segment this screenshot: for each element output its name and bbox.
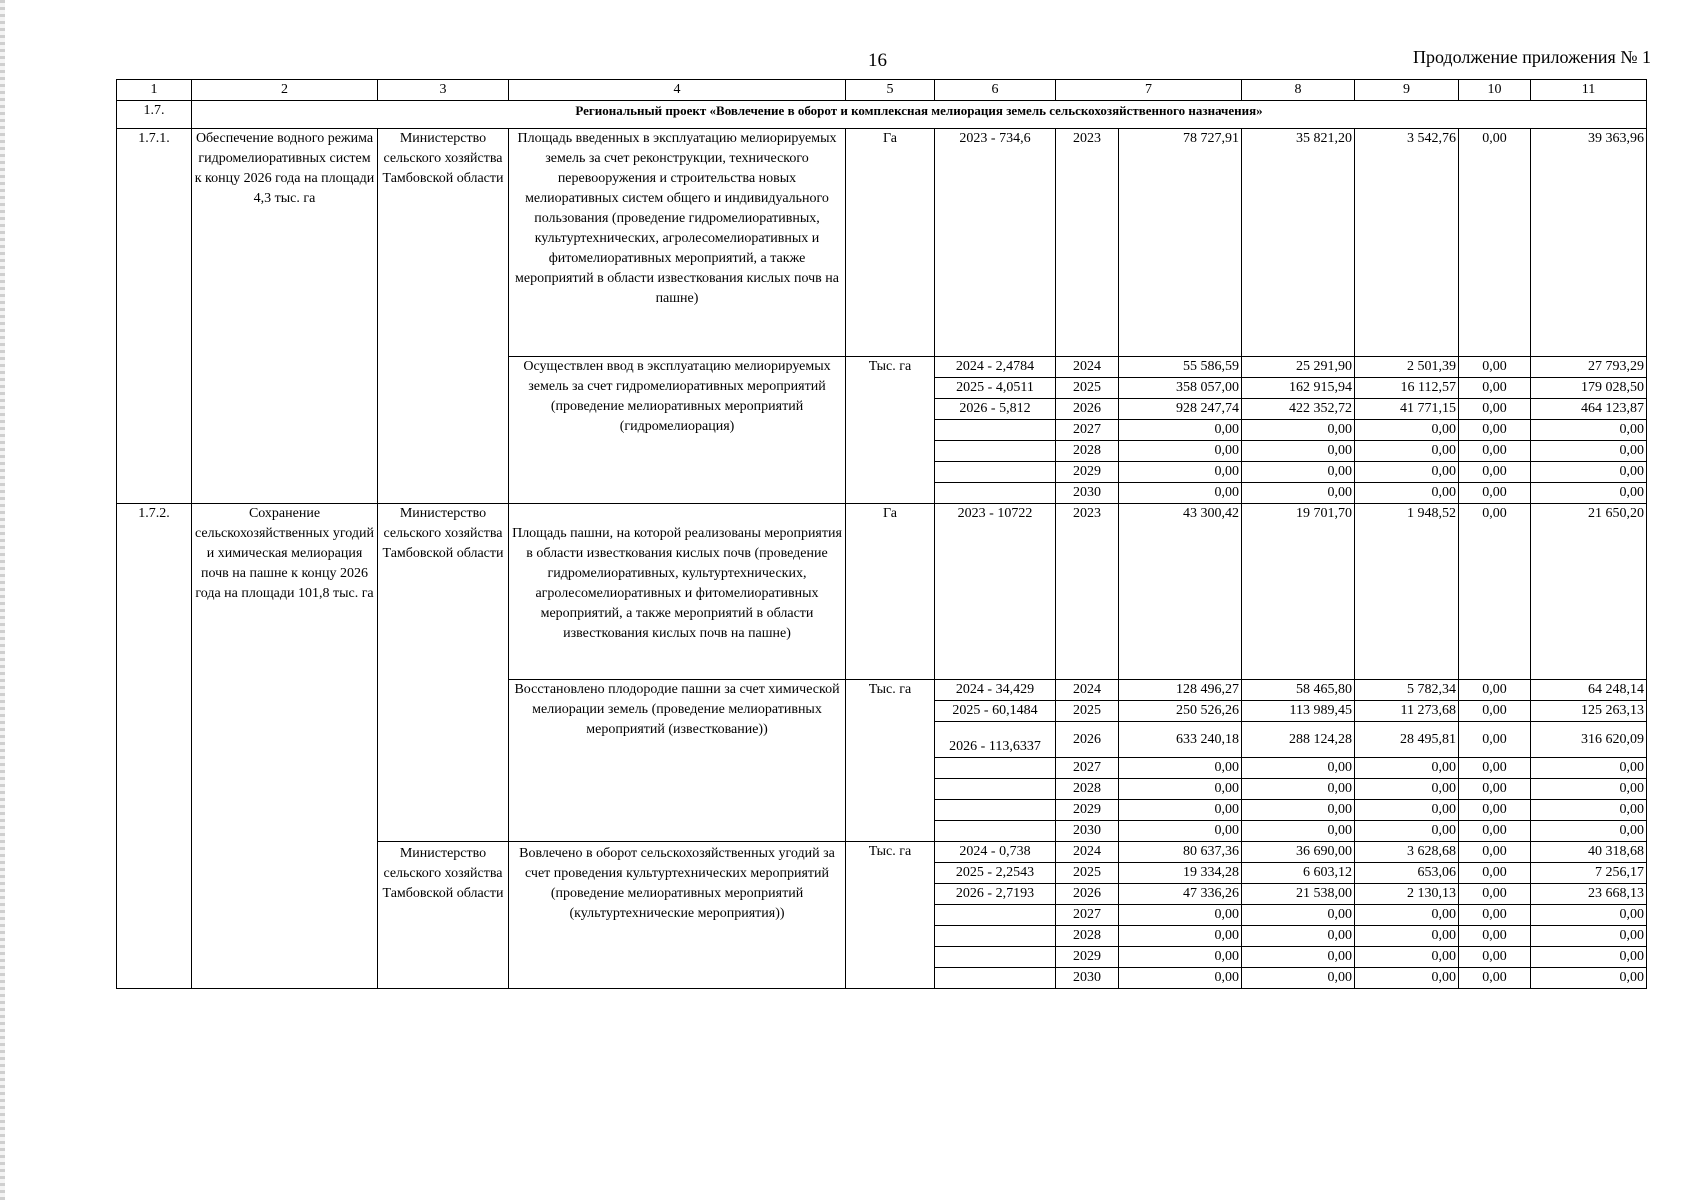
value-cell: 0,00 <box>1355 441 1459 462</box>
base-value-cell <box>935 968 1056 989</box>
value-cell: 0,00 <box>1459 821 1531 842</box>
value-cell: 0,00 <box>1242 800 1355 821</box>
base-value-cell <box>935 905 1056 926</box>
value-cell: 0,00 <box>1242 968 1355 989</box>
column-header: 8 <box>1242 80 1355 101</box>
base-value-cell <box>935 926 1056 947</box>
unit-cell: Га <box>846 504 935 680</box>
value-cell: 6 603,12 <box>1242 863 1355 884</box>
section-title: Региональный проект «Вовлечение в оборот и комплексная мелиорация земель сельскохозяйственного назначения» <box>192 101 1647 129</box>
value-cell: 0,00 <box>1531 821 1647 842</box>
value-cell: 0,00 <box>1531 800 1647 821</box>
value-cell: 19 701,70 <box>1242 504 1355 680</box>
value-cell: 0,00 <box>1459 420 1531 441</box>
value-cell: 0,00 <box>1355 462 1459 483</box>
year-cell: 2027 <box>1056 905 1119 926</box>
column-header: 9 <box>1355 80 1459 101</box>
value-cell: 0,00 <box>1119 441 1242 462</box>
value-cell: 0,00 <box>1531 926 1647 947</box>
value-cell: 0,00 <box>1459 483 1531 504</box>
value-cell: 64 248,14 <box>1531 680 1647 701</box>
column-number-row <box>117 80 1647 101</box>
value-cell: 2 501,39 <box>1355 357 1459 378</box>
item-executor: Министерство сельского хозяйства Тамбовской области <box>378 842 509 989</box>
value-cell: 0,00 <box>1459 441 1531 462</box>
value-cell: 0,00 <box>1459 779 1531 800</box>
column-header: 2 <box>192 80 378 101</box>
indicator-text: Вовлечено в оборот сельскохозяйственных угодий за счет проведения культуртехнических мероприятий (проведение мелиоративных мероприятий (культуртехнические мероприятия)) <box>509 842 846 989</box>
base-value-cell: 2025 - 2,2543 <box>935 863 1056 884</box>
base-value-cell: 2025 - 4,0511 <box>935 378 1056 399</box>
value-cell: 0,00 <box>1242 483 1355 504</box>
value-cell: 316 620,09 <box>1531 722 1647 758</box>
value-cell: 27 793,29 <box>1531 357 1647 378</box>
value-cell: 0,00 <box>1242 779 1355 800</box>
base-value-cell: 2026 - 5,812 <box>935 399 1056 420</box>
value-cell: 23 668,13 <box>1531 884 1647 905</box>
column-header: 5 <box>846 80 935 101</box>
column-header: 11 <box>1531 80 1647 101</box>
year-cell: 2026 <box>1056 884 1119 905</box>
value-cell: 422 352,72 <box>1242 399 1355 420</box>
page-number: 16 <box>868 50 887 71</box>
value-cell: 36 690,00 <box>1242 842 1355 863</box>
base-value-cell: 2026 - 113,6337 <box>935 722 1056 758</box>
value-cell: 47 336,26 <box>1119 884 1242 905</box>
base-value-cell <box>935 779 1056 800</box>
value-cell: 0,00 <box>1531 441 1647 462</box>
value-cell: 0,00 <box>1531 905 1647 926</box>
value-cell: 0,00 <box>1459 758 1531 779</box>
base-value-cell <box>935 758 1056 779</box>
value-cell: 41 771,15 <box>1355 399 1459 420</box>
table-row <box>117 504 1647 680</box>
value-cell: 0,00 <box>1242 905 1355 926</box>
value-cell: 0,00 <box>1355 483 1459 504</box>
unit-cell: Тыс. га <box>846 680 935 842</box>
value-cell: 0,00 <box>1459 947 1531 968</box>
value-cell: 0,00 <box>1119 968 1242 989</box>
value-cell: 0,00 <box>1459 884 1531 905</box>
value-cell: 0,00 <box>1242 926 1355 947</box>
value-cell: 0,00 <box>1459 968 1531 989</box>
value-cell: 0,00 <box>1119 926 1242 947</box>
value-cell: 0,00 <box>1459 399 1531 420</box>
value-cell: 0,00 <box>1119 821 1242 842</box>
value-cell: 0,00 <box>1355 821 1459 842</box>
base-value-cell <box>935 483 1056 504</box>
item-number: 1.7.2. <box>117 504 192 989</box>
value-cell: 0,00 <box>1355 779 1459 800</box>
value-cell: 0,00 <box>1459 800 1531 821</box>
value-cell: 125 263,13 <box>1531 701 1647 722</box>
value-cell: 179 028,50 <box>1531 378 1647 399</box>
value-cell: 0,00 <box>1242 462 1355 483</box>
continuation-label: Продолжение приложения № 1 <box>1412 47 1651 67</box>
value-cell: 0,00 <box>1531 947 1647 968</box>
base-value-cell: 2023 - 734,6 <box>935 129 1056 357</box>
value-cell: 0,00 <box>1459 378 1531 399</box>
value-cell: 0,00 <box>1355 905 1459 926</box>
column-header: 4 <box>509 80 846 101</box>
value-cell: 288 124,28 <box>1242 722 1355 758</box>
value-cell: 0,00 <box>1459 357 1531 378</box>
item-name: Сохранение сельскохозяйственных угодий и химическая мелиорация почв на пашне к концу 2026 года на площади 101,8 тыс. га <box>192 504 378 989</box>
item-executor: Министерство сельского хозяйства Тамбовской области <box>378 129 509 504</box>
value-cell: 0,00 <box>1459 905 1531 926</box>
base-value-cell <box>935 821 1056 842</box>
value-cell: 358 057,00 <box>1119 378 1242 399</box>
year-cell: 2025 <box>1056 378 1119 399</box>
value-cell: 162 915,94 <box>1242 378 1355 399</box>
value-cell: 7 256,17 <box>1531 863 1647 884</box>
value-cell: 0,00 <box>1355 926 1459 947</box>
value-cell: 0,00 <box>1459 701 1531 722</box>
value-cell: 0,00 <box>1355 800 1459 821</box>
value-cell: 0,00 <box>1119 800 1242 821</box>
value-cell: 19 334,28 <box>1119 863 1242 884</box>
value-cell: 0,00 <box>1355 968 1459 989</box>
value-cell: 0,00 <box>1119 905 1242 926</box>
section-row <box>117 101 1647 129</box>
value-cell: 5 782,34 <box>1355 680 1459 701</box>
year-cell: 2028 <box>1056 926 1119 947</box>
year-cell: 2027 <box>1056 758 1119 779</box>
base-value-cell <box>935 420 1056 441</box>
item-executor: Министерство сельского хозяйства Тамбовской области <box>378 504 509 842</box>
value-cell: 0,00 <box>1531 779 1647 800</box>
value-cell: 80 637,36 <box>1119 842 1242 863</box>
value-cell: 0,00 <box>1531 968 1647 989</box>
value-cell: 250 526,26 <box>1119 701 1242 722</box>
year-cell: 2025 <box>1056 863 1119 884</box>
base-value-cell: 2023 - 10722 <box>935 504 1056 680</box>
base-value-cell <box>935 462 1056 483</box>
value-cell: 0,00 <box>1531 420 1647 441</box>
column-header: 6 <box>935 80 1056 101</box>
year-cell: 2024 <box>1056 680 1119 701</box>
year-cell: 2028 <box>1056 441 1119 462</box>
scan-edge <box>0 0 5 1200</box>
value-cell: 464 123,87 <box>1531 399 1647 420</box>
value-cell: 40 318,68 <box>1531 842 1647 863</box>
value-cell: 0,00 <box>1119 758 1242 779</box>
value-cell: 1 948,52 <box>1355 504 1459 680</box>
value-cell: 39 363,96 <box>1531 129 1647 357</box>
base-value-cell <box>935 441 1056 462</box>
base-value-cell: 2024 - 0,738 <box>935 842 1056 863</box>
value-cell: 2 130,13 <box>1355 884 1459 905</box>
value-cell: 35 821,20 <box>1242 129 1355 357</box>
unit-cell: Га <box>846 129 935 357</box>
value-cell: 0,00 <box>1459 863 1531 884</box>
value-cell: 0,00 <box>1355 420 1459 441</box>
indicator-text: Площадь введенных в эксплуатацию мелиорируемых земель за счет реконструкции, технического перевооружения и строительства новых мелиоративных систем общего и индивидуального пользования (проведение гидромелиоративных, культуртехнических, агролесомелиоративных и фитомелиоративных мероприятий, а также мероприятий в области известкования кислых почв на пашне) <box>509 129 846 357</box>
value-cell: 0,00 <box>1531 758 1647 779</box>
value-cell: 0,00 <box>1119 483 1242 504</box>
item-name: Обеспечение водного режима гидромелиоративных систем к концу 2026 года на площади 4,3 тыс. га <box>192 129 378 504</box>
year-cell: 2029 <box>1056 947 1119 968</box>
base-value-cell: 2026 - 2,7193 <box>935 884 1056 905</box>
value-cell: 0,00 <box>1459 722 1531 758</box>
value-cell: 58 465,80 <box>1242 680 1355 701</box>
value-cell: 0,00 <box>1242 947 1355 968</box>
base-value-cell: 2024 - 34,429 <box>935 680 1056 701</box>
indicator-text: Площадь пашни, на которой реализованы мероприятия в области известкования кислых почв (проведение гидромелиоративных, культуртехнических, агролесомелиоративных и фитомелиоративных мероприятий, а также мероприятий в области известкования кислых почв на пашне) <box>509 504 846 680</box>
value-cell: 21 650,20 <box>1531 504 1647 680</box>
year-cell: 2023 <box>1056 129 1119 357</box>
value-cell: 0,00 <box>1119 462 1242 483</box>
value-cell: 78 727,91 <box>1119 129 1242 357</box>
value-cell: 0,00 <box>1242 758 1355 779</box>
item-number: 1.7.1. <box>117 129 192 504</box>
value-cell: 128 496,27 <box>1119 680 1242 701</box>
year-cell: 2023 <box>1056 504 1119 680</box>
indicator-text: Восстановлено плодородие пашни за счет химической мелиорации земель (проведение мелиоративных мероприятий (известкование)) <box>509 680 846 842</box>
year-cell: 2024 <box>1056 357 1119 378</box>
value-cell: 0,00 <box>1459 129 1531 357</box>
year-cell: 2026 <box>1056 399 1119 420</box>
column-header: 3 <box>378 80 509 101</box>
column-header: 7 <box>1056 80 1242 101</box>
appendix-table <box>116 79 1647 989</box>
value-cell: 0,00 <box>1119 947 1242 968</box>
value-cell: 0,00 <box>1242 821 1355 842</box>
value-cell: 16 112,57 <box>1355 378 1459 399</box>
value-cell: 928 247,74 <box>1119 399 1242 420</box>
section-number: 1.7. <box>117 101 192 129</box>
base-value-cell: 2024 - 2,4784 <box>935 357 1056 378</box>
table-row <box>117 129 1647 357</box>
value-cell: 21 538,00 <box>1242 884 1355 905</box>
value-cell: 633 240,18 <box>1119 722 1242 758</box>
value-cell: 55 586,59 <box>1119 357 1242 378</box>
column-header: 1 <box>117 80 192 101</box>
value-cell: 653,06 <box>1355 863 1459 884</box>
indicator-text: Осуществлен ввод в эксплуатацию мелиорируемых земель за счет гидромелиоративных мероприятий (проведение мелиоративных мероприятий (гидромелиорация) <box>509 357 846 504</box>
value-cell: 0,00 <box>1459 926 1531 947</box>
value-cell: 0,00 <box>1459 842 1531 863</box>
base-value-cell: 2025 - 60,1484 <box>935 701 1056 722</box>
column-header: 10 <box>1459 80 1531 101</box>
value-cell: 28 495,81 <box>1355 722 1459 758</box>
value-cell: 0,00 <box>1355 758 1459 779</box>
year-cell: 2026 <box>1056 722 1119 758</box>
year-cell: 2030 <box>1056 968 1119 989</box>
year-cell: 2030 <box>1056 483 1119 504</box>
base-value-cell <box>935 800 1056 821</box>
value-cell: 43 300,42 <box>1119 504 1242 680</box>
value-cell: 25 291,90 <box>1242 357 1355 378</box>
year-cell: 2027 <box>1056 420 1119 441</box>
value-cell: 0,00 <box>1242 441 1355 462</box>
year-cell: 2029 <box>1056 800 1119 821</box>
value-cell: 0,00 <box>1242 420 1355 441</box>
value-cell: 0,00 <box>1531 483 1647 504</box>
value-cell: 0,00 <box>1459 504 1531 680</box>
value-cell: 11 273,68 <box>1355 701 1459 722</box>
value-cell: 0,00 <box>1355 947 1459 968</box>
value-cell: 0,00 <box>1459 462 1531 483</box>
year-cell: 2028 <box>1056 779 1119 800</box>
value-cell: 0,00 <box>1459 680 1531 701</box>
value-cell: 113 989,45 <box>1242 701 1355 722</box>
value-cell: 0,00 <box>1119 420 1242 441</box>
year-cell: 2024 <box>1056 842 1119 863</box>
value-cell: 3 628,68 <box>1355 842 1459 863</box>
unit-cell: Тыс. га <box>846 842 935 989</box>
year-cell: 2025 <box>1056 701 1119 722</box>
year-cell: 2029 <box>1056 462 1119 483</box>
value-cell: 0,00 <box>1531 462 1647 483</box>
year-cell: 2030 <box>1056 821 1119 842</box>
unit-cell: Тыс. га <box>846 357 935 504</box>
value-cell: 0,00 <box>1119 779 1242 800</box>
value-cell: 3 542,76 <box>1355 129 1459 357</box>
base-value-cell <box>935 947 1056 968</box>
